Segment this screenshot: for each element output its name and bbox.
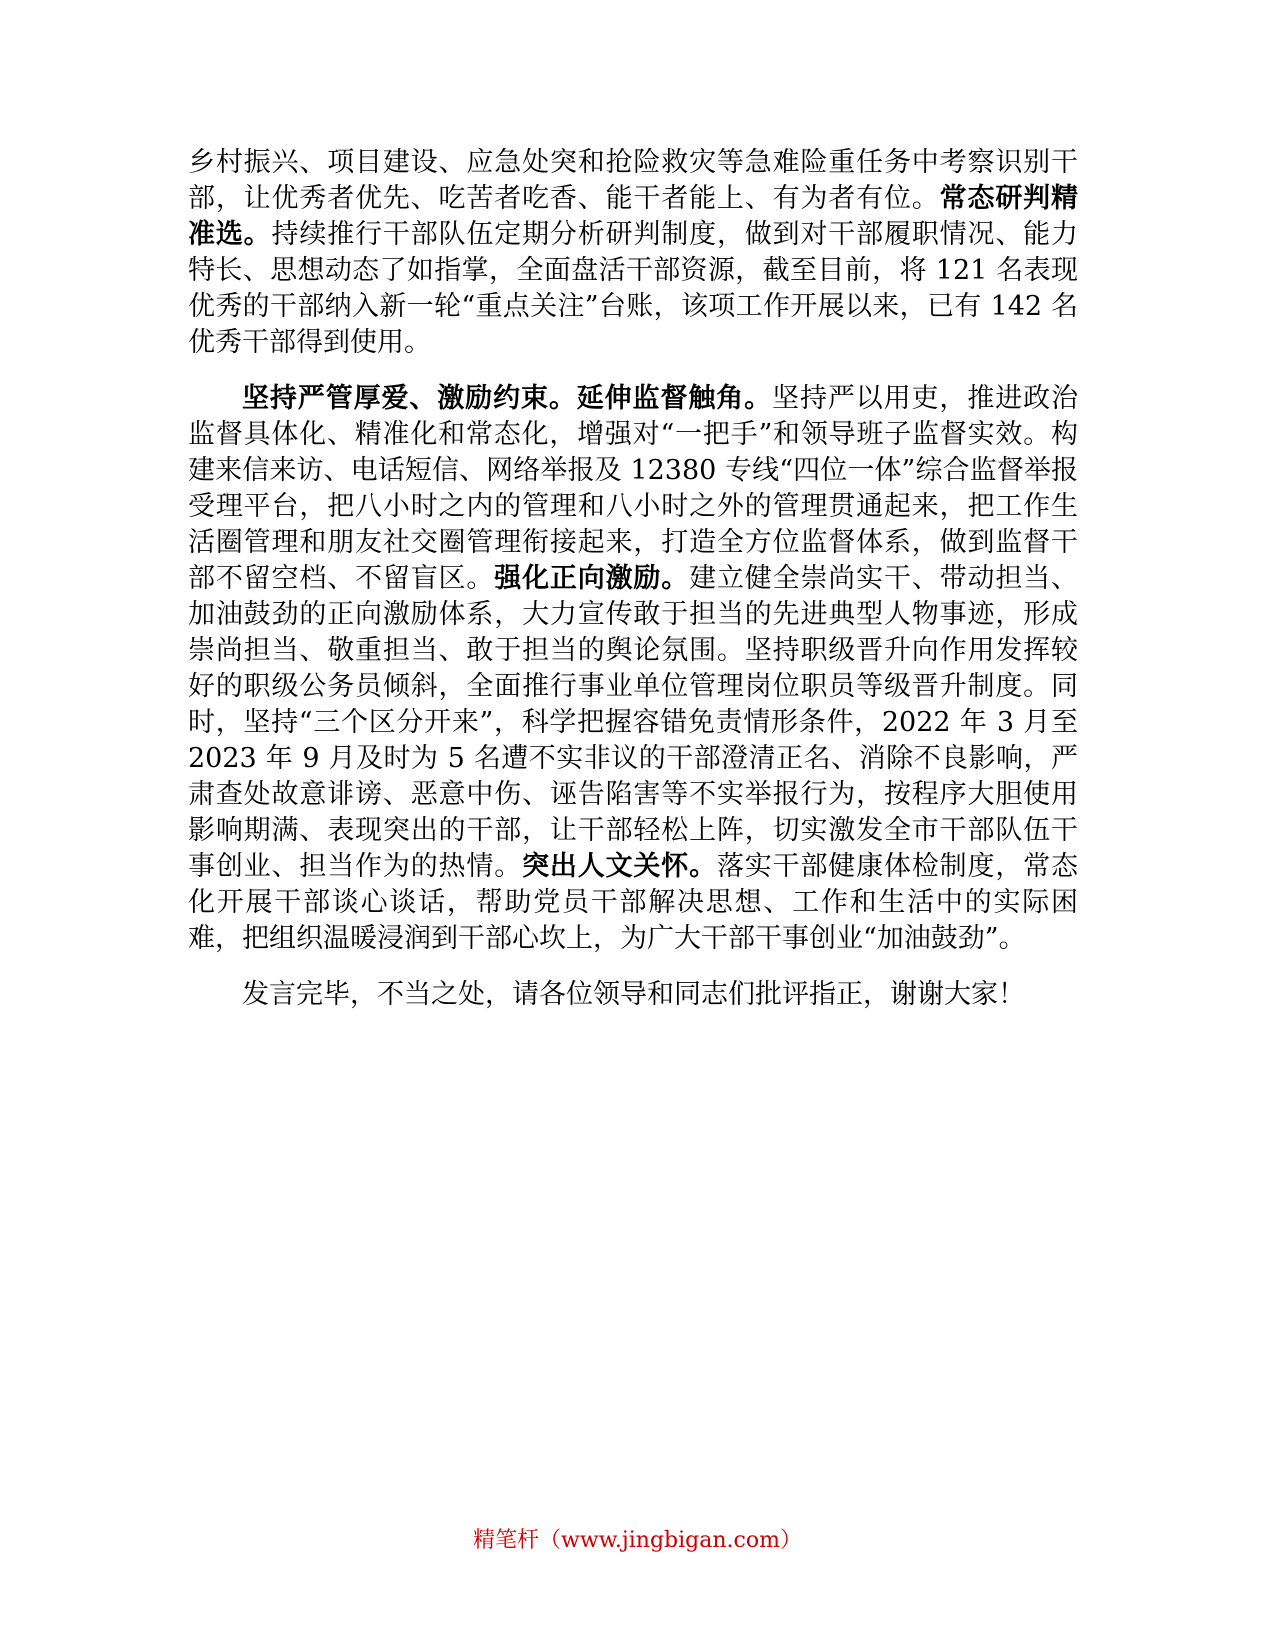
paragraph-text: 落实干部健康体检制度，常态化开展干部谈心谈话，帮助党员干部解决思想、工作和生活中的实际困难，把组织温暖浸润到干部心坎上，为广大干部干事创业“加油鼓劲”。 [188,851,1079,954]
paragraph-text: 乡村振兴、项目建设、应急处突和抢险救灾等急难险重任务中考察识别干部，让优秀者优先、吃苦者吃香、能干者能上、有为者有位。 [188,147,1078,214]
document-body [188,145,1078,1033]
paragraph-cadre-selection [188,145,1078,361]
bold-heading-humanistic-care: 突出人文关怀。 [522,851,717,882]
paragraph-closing [188,977,1078,1013]
paragraph-strict-management [188,381,1078,957]
bold-heading-positive-incentive: 强化正向激励。 [494,563,690,594]
bold-heading-strict-management: 坚持严管厚爱、激励约束。延伸监督触角。 [242,383,773,414]
paragraph-text: 坚持严以用吏，推进政治监督具体化、精准化和常态化，增强对“一把手”和领导班子监督实效。构建来信来访、电话短信、网络举报及 12380 专线“四位一体”综合监督举报受理平台，把八小时之内的管理和八小时之外的管理贯通起来，把工作生活圈管理和朋友社交圈管理衔接起来，打造全方位监督体系，做到监督干部不留空档、不留盲区。 [188,383,1079,594]
footer-watermark: 精笔杆（www.jingbigan.com） [473,1528,802,1553]
paragraph-text: 建立健全崇尚实干、带动担当、加油鼓劲的正向激励体系，大力宣传敢于担当的先进典型人物事迹，形成崇尚担当、敬重担当、敢于担当的舆论氛围。坚持职级晋升向作用发挥较好的职级公务员倾斜，全面推行事业单位管理岗位职员等级晋升制度。同时，坚持“三个区分开来”，科学把握容错免责情形条件，2022 年 3 月至 2023 年 9 月及时为 5 名遭不实非议的干部澄清正名、消除不良影响，严肃查处故意诽谤、恶意中伤、诬告陷害等不实举报行为，按程序大胆使用影响期满、表现突出的干部，让干部轻松上阵，切实激发全市干部队伍干事创业、担当作为的热情。 [188,563,1079,882]
bold-heading-regular-assessment: 常态研判精准选。 [188,183,1079,250]
closing-text: 发言完毕，不当之处，请各位领导和同志们批评指正，谢谢大家！ [242,979,1025,1010]
paragraph-text: 持续推行干部队伍定期分析研判制度，做到对干部履职情况、能力特长、思想动态了如指掌，全面盘活干部资源，截至目前，将 121 名表现优秀的干部纳入新一轮“重点关注”台账，该项工作开展以来，已有 142 名优秀干部得到使用。 [188,219,1079,358]
